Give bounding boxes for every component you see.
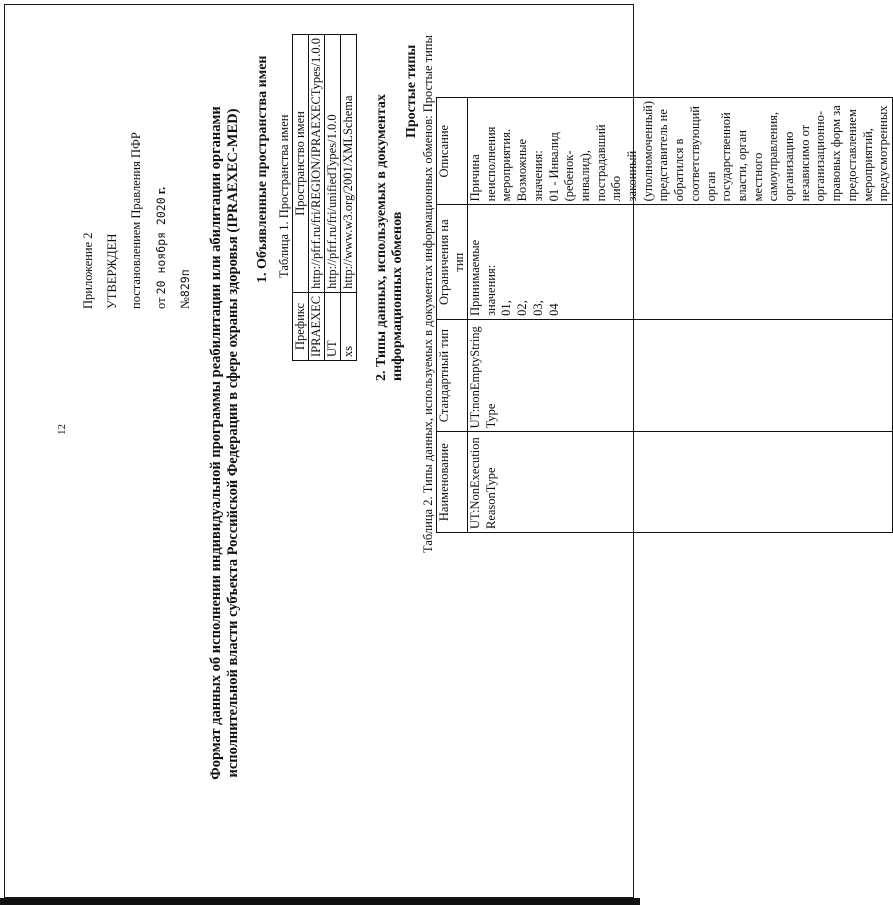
date-prefix: от	[154, 297, 168, 309]
types-table	[436, 97, 893, 533]
section-1-heading: 1. Объявленные пространства имен	[255, 55, 270, 283]
type-name-line: ReasonType	[483, 467, 498, 529]
col-std-type-header: Стандартный тип	[437, 319, 468, 431]
scan-edge	[0, 898, 640, 905]
description-line: Причина неисполнения мероприятия. Возможные	[468, 126, 530, 202]
namespace-cell: http://pfrf.ru/fri/unifiedTypes/1.0.0	[325, 35, 341, 293]
namespaces-header-row	[293, 35, 309, 361]
description-line: предоставлением мероприятий, предусмотренных	[844, 105, 891, 202]
type-name-cell	[468, 432, 893, 533]
std-type-line: Type	[483, 403, 498, 429]
date-suffix: г.	[154, 186, 168, 195]
namespace-cell: http://pfrf.ru/fri/REGION/IPRAEXECTypes/1.0.0	[309, 35, 325, 293]
col-name-header: Наименование	[437, 432, 468, 533]
types-header-row	[437, 98, 468, 533]
description-line: власти, орган местного самоуправления, организацию	[734, 111, 797, 202]
page-number: 12	[56, 424, 68, 435]
prefix-cell: IPRAEXEC	[309, 292, 325, 360]
restriction-cell	[468, 205, 893, 320]
number-handwritten: 829п	[178, 269, 192, 298]
restriction-line: 02,	[515, 300, 530, 316]
table-row	[309, 35, 325, 361]
approval-number	[179, 269, 192, 309]
namespace-cell: http://www.w3.org/2001/XMLSchema	[341, 35, 357, 293]
description-line: независимо от организационно-правовых форм за	[797, 105, 844, 202]
decree-label: постановлением Правления ПФР	[129, 132, 143, 309]
prefix-cell: xs	[341, 292, 357, 360]
table-2-caption: Таблица 2. Типы данных, используемых в документах информационных обменов: Простые типы	[421, 35, 435, 553]
document-title: Формат данных об исполнении индивидуальной программы реабилитации или абилитации органами исполнительной власти субъекта Российской Федерации в сфере охраны здоровья (IPRAEXEC-MED)	[208, 106, 241, 780]
std-type-line: UT:nonEmptyString	[468, 326, 482, 429]
col-prefix-header: Префикс	[293, 292, 309, 360]
std-type-cell	[468, 319, 893, 431]
prefix-cell: UT	[325, 292, 341, 360]
table-row	[325, 35, 341, 361]
number-prefix: №	[178, 297, 192, 309]
table-row	[468, 98, 893, 533]
description-line: 01 - Инвалид (ребенок-инвалид), пострадавший либо	[546, 124, 624, 202]
description-cell	[468, 98, 893, 205]
col-namespace-header: Пространство имен	[293, 35, 309, 293]
restriction-line: 03,	[530, 300, 545, 316]
table-row	[341, 35, 357, 361]
restriction-line: 01,	[499, 300, 514, 316]
approval-date	[155, 187, 168, 309]
description-line: обратился в соответствующий орган государственной	[672, 106, 734, 202]
type-name-line: UT:NonExecution	[468, 437, 482, 529]
description-line: законный (уполномоченный) представитель не	[625, 100, 671, 202]
simple-types-subheading: Простые типы	[404, 44, 419, 138]
rotated-document	[0, 3, 891, 893]
approved-label: УТВЕРЖДЕН	[105, 233, 119, 309]
col-description-header: Описание	[437, 98, 468, 205]
appendix-label: Приложение 2	[81, 232, 95, 309]
restriction-line: Принимаемые значения:	[468, 239, 498, 316]
description-line: значения:	[530, 150, 545, 202]
restriction-line: 04	[546, 303, 561, 316]
section-2-heading: 2. Типы данных, используемых в документах информационных обменов	[374, 94, 405, 381]
table-1-caption: Таблица 1. Пространства имен	[277, 114, 291, 278]
namespaces-table	[292, 34, 357, 361]
col-restriction-header: Ограничения на тип	[437, 205, 468, 320]
date-handwritten: 20 ноября 2020	[154, 197, 168, 295]
